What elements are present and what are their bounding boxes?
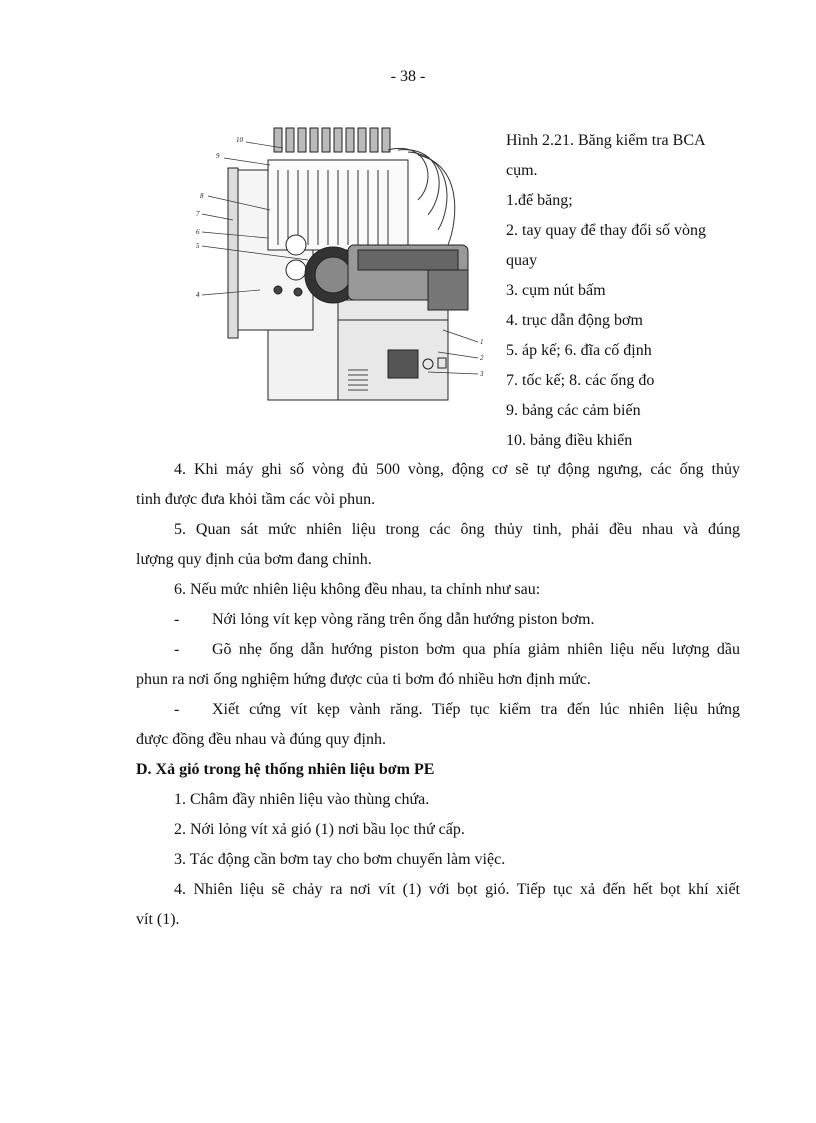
dash-item-text: Gõ nhẹ ống dẫn hướng piston bơm qua phía giảm nhiên liệu nếu lượng dầu	[212, 641, 740, 658]
caption-line: 9. bảng các cảm biến	[506, 402, 641, 419]
caption-line: quay	[506, 252, 538, 269]
callout-9: 9	[216, 152, 220, 160]
paragraph-step-5-line-1: 5. Quan sát mức nhiên liệu trong các ông thủy tinh, phải đều nhau và đúng	[174, 521, 740, 538]
callout-8: 8	[200, 192, 204, 200]
dash-item-3	[136, 695, 740, 725]
step-2: 2. Nới lỏng vít xả gió (1) nơi bầu lọc thứ cấp.	[174, 821, 465, 838]
caption-line: 4. trục dẫn động bơm	[506, 312, 643, 329]
callout-10: 10	[236, 136, 243, 144]
caption-line: 2. tay quay để thay đổi số vòng	[506, 222, 706, 239]
paragraph-step-4-line-2: tinh được đưa khỏi tầm các vòi phun.	[136, 491, 376, 508]
paragraph-step-4-line-1: 4. Khi máy ghi số vòng đủ 500 vòng, động cơ sẽ tự động ngưng, các ống thủy	[174, 461, 740, 478]
callout-4: 4	[196, 291, 200, 299]
test-bench-illustration	[188, 120, 486, 406]
dash-item-2	[136, 635, 740, 665]
caption-line: 10. bảng điều khiển	[506, 432, 633, 449]
caption-line: Hình 2.21. Băng kiểm tra BCA	[506, 132, 706, 149]
section-heading: D. Xả gió trong hệ thống nhiên liệu bơm PE	[136, 761, 435, 778]
callout-5: 5	[196, 242, 200, 250]
figure-caption	[506, 126, 746, 456]
step-4-line-2: vít (1).	[136, 911, 180, 928]
paragraph-step-6: 6. Nếu mức nhiên liệu không đều nhau, ta chỉnh như sau:	[174, 581, 541, 598]
page-number: - 38 -	[390, 68, 426, 85]
dash-bullet: -	[174, 611, 180, 628]
callout-7: 7	[196, 210, 200, 218]
dash-item-1	[136, 605, 740, 635]
callout-3: 3	[480, 370, 484, 378]
caption-line: 7. tốc kế; 8. các ống đo	[506, 372, 655, 389]
dash-item-text: Xiết cứng vít kẹp vành răng. Tiếp tục kiểm tra đến lúc nhiên liệu hứng	[212, 701, 740, 718]
dash-item-text: Nới lỏng vít kẹp vòng răng trên ống dẫn hướng piston bơm.	[212, 611, 595, 628]
paragraph-step-5-line-2: lượng quy định của bơm đang chỉnh.	[136, 551, 372, 568]
callout-6: 6	[196, 228, 200, 236]
step-3: 3. Tác động cần bơm tay cho bơm chuyển làm việc.	[174, 851, 506, 868]
step-4-line-1: 4. Nhiên liệu sẽ chảy ra nơi vít (1) với bọt gió. Tiếp tục xả đến hết bọt khí xiết	[174, 881, 740, 898]
dash-item-3-line-2: được đồng đều nhau và đúng quy định.	[136, 731, 386, 748]
caption-line: 3. cụm nút bấm	[506, 282, 606, 299]
dash-item-2-line-2: phun ra nơi ống nghiệm hứng được của ti bơm đó nhiều hơn định mức.	[136, 671, 591, 688]
callout-1: 1	[480, 338, 484, 346]
body-text	[136, 455, 740, 935]
caption-line: 5. áp kế; 6. đĩa cố định	[506, 342, 652, 359]
caption-line: cụm.	[506, 162, 538, 179]
step-1: 1. Châm đầy nhiên liệu vào thùng chứa.	[174, 791, 430, 808]
dash-bullet: -	[174, 701, 180, 718]
dash-bullet: -	[174, 641, 180, 658]
callout-2: 2	[480, 354, 484, 362]
caption-line: 1.đế băng;	[506, 192, 573, 209]
